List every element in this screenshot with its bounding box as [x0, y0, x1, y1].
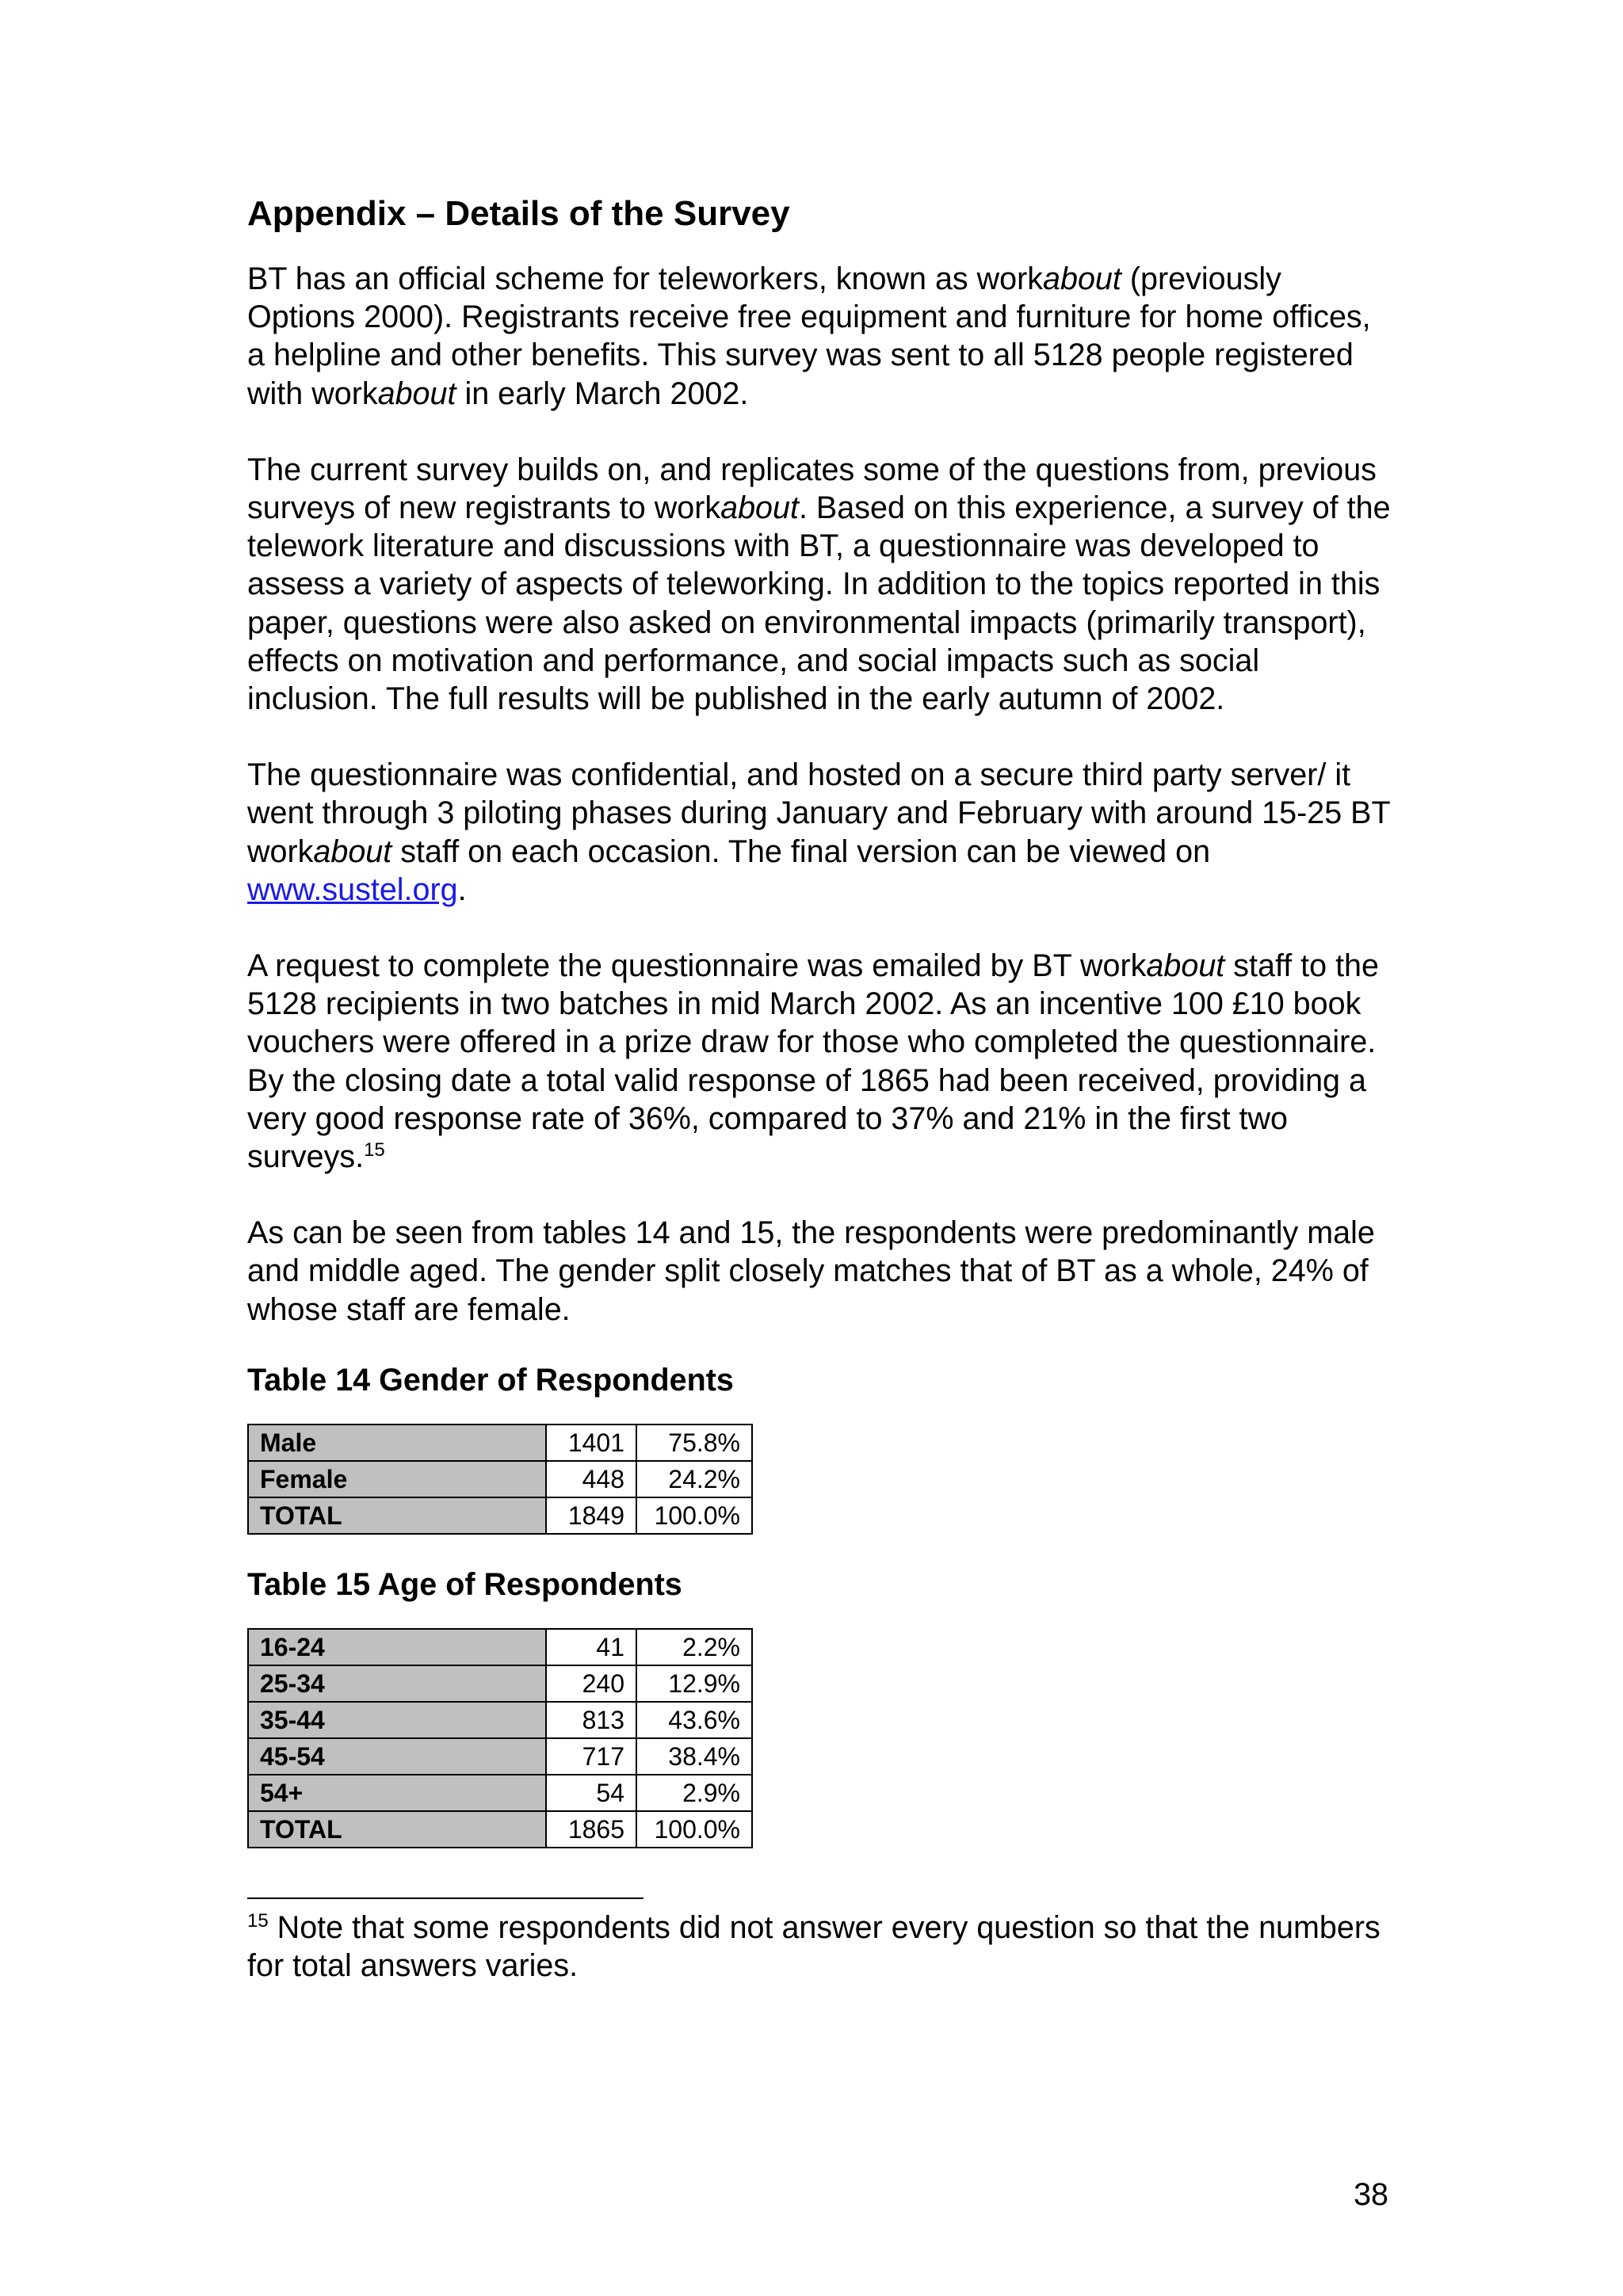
- table-cell-percent: 43.6%: [636, 1702, 752, 1738]
- paragraph-text: . Based on this experience, a survey of the telework literature and discussions with BT, a questionnaire was developed to assess a variety of aspects of teleworking. In addition to the topics reported in this paper, questions were also asked on environmental impacts (primarily transport), effects on motivation and performance, and social impacts such as social inclusion. The full results will be published in the early autumn of 2002.: [247, 490, 1391, 717]
- table-row: [248, 1775, 752, 1811]
- table-cell-label: TOTAL: [248, 1497, 546, 1534]
- table-cell-percent: 2.2%: [636, 1629, 752, 1665]
- footnote-divider: [247, 1897, 643, 1899]
- table-cell-label: 35-44: [248, 1702, 546, 1738]
- table-cell-label: TOTAL: [248, 1811, 546, 1848]
- sustel-link[interactable]: www.sustel.org: [247, 871, 458, 907]
- gender-table: [247, 1424, 753, 1535]
- table-row: [248, 1665, 752, 1702]
- table-cell-percent: 2.9%: [636, 1775, 752, 1811]
- table-row: [248, 1497, 752, 1534]
- italic-text: about: [1043, 261, 1121, 296]
- table-cell-label: 45-54: [248, 1738, 546, 1775]
- table-row: [248, 1738, 752, 1775]
- paragraph-text: (previously Options 2000). Registrants receive free equipment and furniture for home offices, a helpline and other benefits. This survey was sent to all 5128 people registered with work: [247, 261, 1371, 411]
- footnote-text: Note that some respondents did not answer every question so that the numbers for total answers varies.: [247, 1909, 1381, 1983]
- table-cell-label: 54+: [248, 1775, 546, 1811]
- table-cell-count: 1849: [546, 1497, 636, 1534]
- page-title: Appendix – Details of the Survey: [247, 194, 790, 233]
- table-cell-percent: 12.9%: [636, 1665, 752, 1702]
- paragraph-questionnaire: [247, 756, 1396, 909]
- italic-text: about: [1146, 948, 1225, 984]
- table-cell-percent: 38.4%: [636, 1738, 752, 1775]
- table-cell-count: 1401: [546, 1425, 636, 1461]
- paragraph-text: .: [457, 871, 467, 907]
- table-cell-count: 717: [546, 1738, 636, 1775]
- table-cell-percent: 100.0%: [636, 1497, 752, 1534]
- footnote: [247, 1909, 1396, 1985]
- table-cell-label: 25-34: [248, 1665, 546, 1702]
- table14-title: Table 14 Gender of Respondents: [247, 1362, 734, 1398]
- table-cell-count: 448: [546, 1461, 636, 1497]
- table-cell-count: 1865: [546, 1811, 636, 1848]
- table-cell-count: 41: [546, 1629, 636, 1665]
- paragraph-text: A request to complete the questionnaire was emailed by BT work: [247, 948, 1147, 984]
- table-row: [248, 1461, 752, 1497]
- italic-text: about: [720, 490, 799, 526]
- page-number: 38: [1354, 2177, 1388, 2212]
- table15-title: Table 15 Age of Respondents: [247, 1566, 682, 1602]
- table-row: [248, 1425, 752, 1461]
- italic-text: about: [313, 833, 392, 869]
- table-cell-label: Female: [248, 1461, 546, 1497]
- paragraph-response: [247, 947, 1396, 1176]
- paragraph-text: BT has an official scheme for teleworkers, known as work: [247, 261, 1044, 296]
- paragraph-text: The current survey builds on, and replicates some of the questions from, previous surveys of new registrants to work: [247, 452, 1377, 526]
- table-cell-count: 240: [546, 1665, 636, 1702]
- table-cell-percent: 75.8%: [636, 1425, 752, 1461]
- paragraph-text: staff on each occasion. The final version can be viewed on: [391, 833, 1211, 869]
- italic-text: about: [377, 376, 456, 411]
- document-page: [247, 190, 1396, 1985]
- table-row: [248, 1629, 752, 1665]
- table-row: [248, 1811, 752, 1848]
- table-cell-percent: 24.2%: [636, 1461, 752, 1497]
- paragraph-scheme: [247, 260, 1396, 413]
- paragraph-survey-design: [247, 451, 1396, 718]
- paragraph-text: The questionnaire was confidential, and hosted on a secure third party server/ it went through 3 piloting phases during January and February with around 15-25 BT work: [247, 757, 1390, 869]
- paragraph-demographics: As can be seen from tables 14 and 15, the respondents were predominantly male and middle aged. The gender split closely matches that of BT as a whole, 24% of whose staff are female.: [247, 1215, 1375, 1327]
- table-cell-count: 54: [546, 1775, 636, 1811]
- paragraph-text: staff to the 5128 recipients in two batches in mid March 2002. As an incentive 100 £10 book vouchers were offered in a prize draw for those who completed the questionnaire. By the closing date a total valid response of 1865 had been received, providing a very good response rate of 36%, compared to 37% and 21% in the first two surveys.: [247, 948, 1379, 1175]
- paragraph-text: in early March 2002.: [456, 376, 749, 411]
- table-cell-label: 16-24: [248, 1629, 546, 1665]
- age-table: [247, 1628, 753, 1848]
- table-cell-count: 813: [546, 1702, 636, 1738]
- footnote-number: 15: [247, 1909, 269, 1932]
- table-cell-percent: 100.0%: [636, 1811, 752, 1848]
- table-row: [248, 1702, 752, 1738]
- table-cell-label: Male: [248, 1425, 546, 1461]
- footnote-reference[interactable]: 15: [364, 1138, 385, 1161]
